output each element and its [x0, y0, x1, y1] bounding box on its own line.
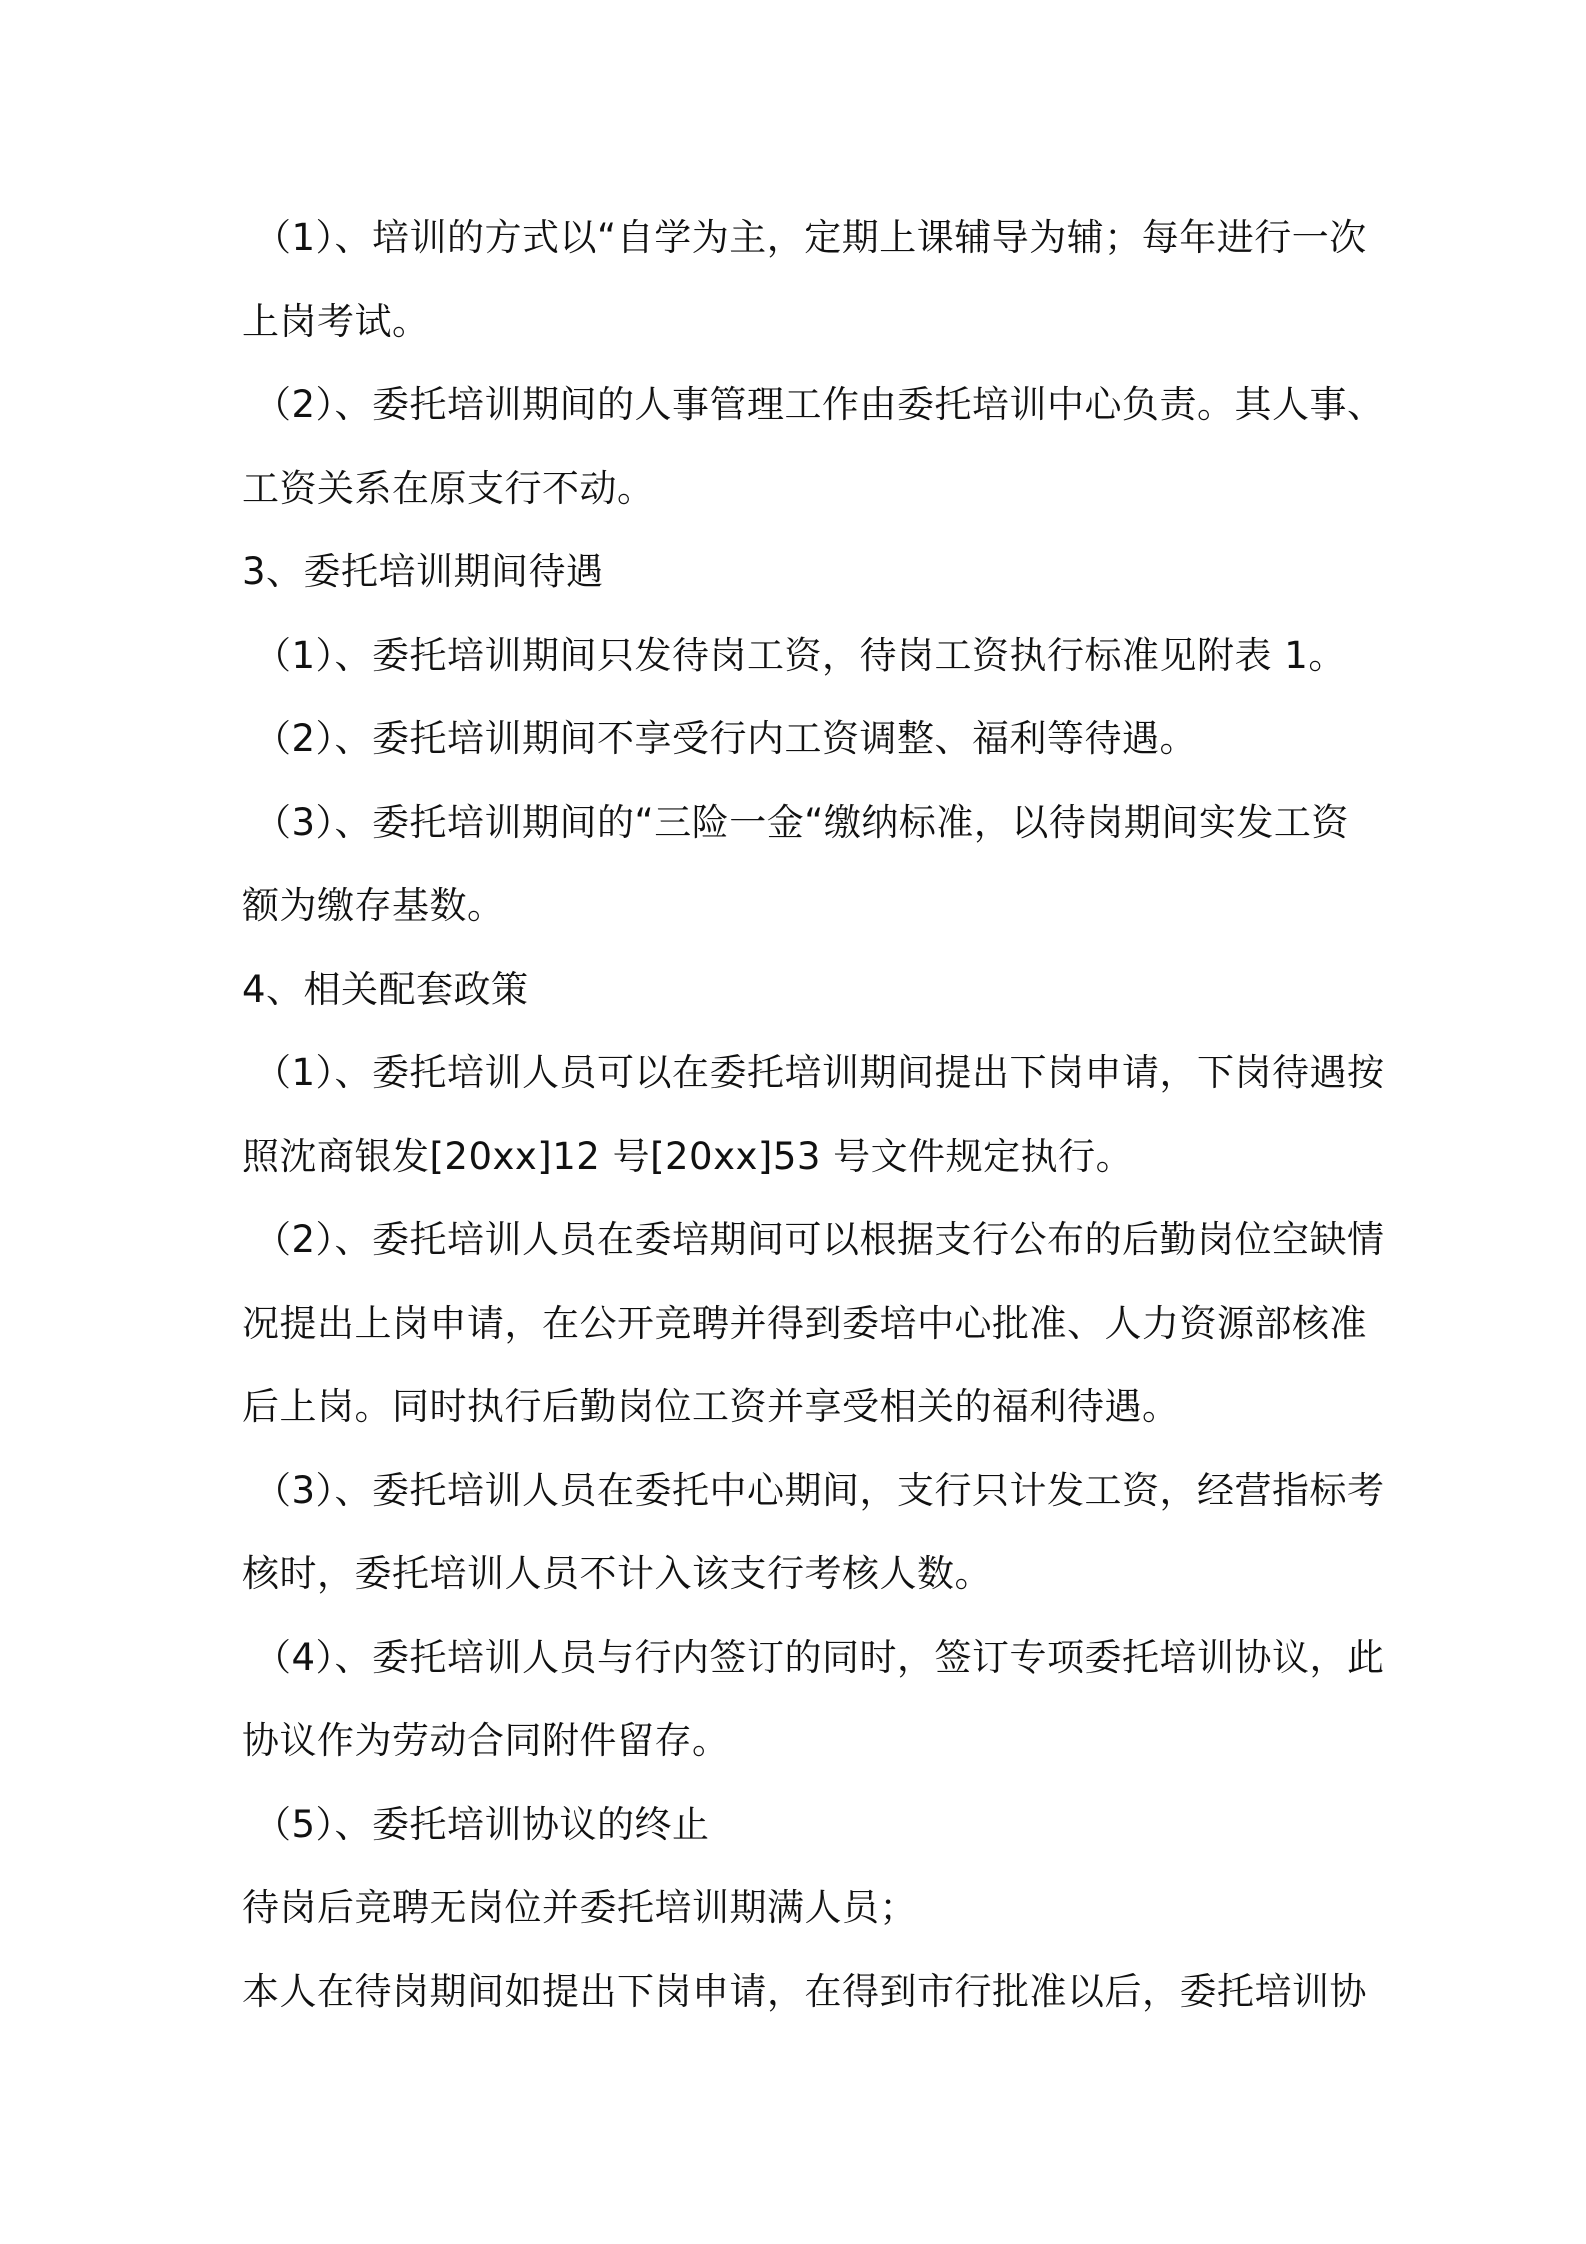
text-line: 核时，委托培训人员不计入该支行考核人数。	[242, 1552, 992, 1595]
text-line: 协议作为劳动合同附件留存。	[242, 1719, 730, 1762]
text-line: （2）、委托培训期间的人事管理工作由委托培训中心负责。其人事、	[254, 383, 1385, 426]
text-line: （1）、委托培训期间只发待岗工资，待岗工资执行标准见附表 1。	[254, 633, 1346, 677]
text-line: （5）、委托培训协议的终止	[254, 1802, 710, 1846]
text-line: 上岗考试。	[242, 299, 430, 343]
text-line: 后上岗。同时执行后勤岗位工资并享受相关的福利待遇。	[242, 1385, 1180, 1428]
text-line: （1）、培训的方式以“自学为主，定期上课辅导为辅；每年进行一次	[254, 216, 1367, 259]
text-line: 工资关系在原支行不动。	[242, 466, 655, 510]
text-line: （2）、委托培训期间不享受行内工资调整、福利等待遇。	[254, 717, 1198, 760]
text-line: 照沈商银发[20xx]12 号[20xx]53 号文件规定执行。	[242, 1134, 1134, 1178]
section-heading: 3、委托培训期间待遇	[242, 550, 604, 593]
text-line: 额为缴存基数。	[242, 884, 505, 927]
text-line: 况提出上岗申请，在公开竞聘并得到委培中心批准、人力资源部核准	[242, 1301, 1367, 1345]
text-line: 待岗后竞聘无岗位并委托培训期满人员；	[242, 1886, 917, 1929]
text-line: （2）、委托培训人员在委培期间可以根据支行公布的后勤岗位空缺情	[254, 1218, 1385, 1261]
text-line: （3）、委托培训期间的“三险一金“缴纳标准，以待岗期间实发工资	[254, 800, 1349, 844]
text-line: （3）、委托培训人员在委托中心期间，支行只计发工资，经营指标考	[254, 1468, 1385, 1512]
document-body	[242, 196, 1385, 2033]
text-line: （4）、委托培训人员与行内签订的同时，签订专项委托培训协议，此	[254, 1635, 1385, 1679]
text-line: （1）、委托培训人员可以在委托培训期间提出下岗申请，下岗待遇按	[254, 1051, 1385, 1094]
section-heading: 4、相关配套政策	[242, 967, 529, 1011]
text-line: 本人在待岗期间如提出下岗申请，在得到市行批准以后，委托培训协	[242, 1969, 1367, 2013]
